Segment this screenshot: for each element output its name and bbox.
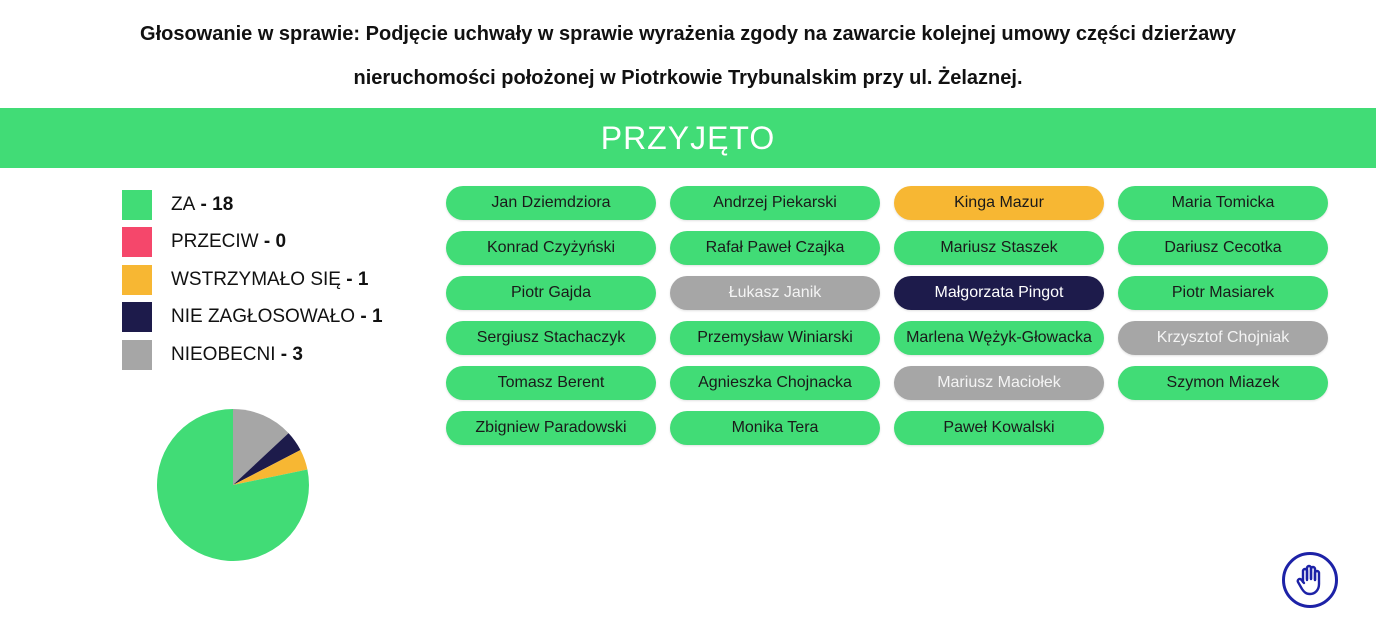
legend-item-wstrzymalo — [122, 261, 383, 299]
legend-item-przeciw — [122, 224, 383, 262]
legend-swatch — [122, 265, 152, 295]
legend-count: 1 — [357, 268, 369, 290]
legend-count: 18 — [212, 193, 234, 215]
legend-label: ZA — [171, 193, 196, 215]
vote-title-line-2: nieruchomości położonej w Piotrkowie Trybunalskim przy ul. Żelaznej. — [353, 67, 1023, 89]
legend-text — [171, 344, 303, 366]
legend-count: 0 — [275, 231, 287, 253]
councillor-pill: Sergiusz Stachaczyk — [446, 321, 656, 355]
councillor-pill: Agnieszka Chojnacka — [670, 366, 880, 400]
legend-sep: - — [195, 193, 213, 215]
vote-legend — [122, 186, 383, 374]
legend-swatch — [122, 190, 152, 220]
vote-title — [0, 12, 1376, 100]
legend-sep: - — [258, 231, 276, 253]
councillor-pill: Marlena Wężyk-Głowacka — [894, 321, 1104, 355]
councillor-pill: Maria Tomicka — [1118, 186, 1328, 220]
legend-item-nie-zaglosowalo — [122, 299, 383, 337]
legend-item-nieobecni — [122, 336, 383, 374]
councillor-pill: Paweł Kowalski — [894, 411, 1104, 445]
legend-text — [171, 194, 233, 216]
raise-hand-button[interactable] — [1282, 552, 1338, 608]
councillor-pill: Mariusz Maciołek — [894, 366, 1104, 400]
legend-text — [171, 306, 383, 328]
councillor-pill: Zbigniew Paradowski — [446, 411, 656, 445]
councillor-pill: Jan Dziemdziora — [446, 186, 656, 220]
councillor-pill: Małgorzata Pingot — [894, 276, 1104, 310]
councillor-pill: Kinga Mazur — [894, 186, 1104, 220]
legend-swatch — [122, 340, 152, 370]
legend-label: PRZECIW — [171, 231, 259, 253]
councillor-pill: Rafał Paweł Czajka — [670, 231, 880, 265]
legend-swatch — [122, 227, 152, 257]
councillor-pill: Piotr Gajda — [446, 276, 656, 310]
councillor-pill: Monika Tera — [670, 411, 880, 445]
councillor-pill: Konrad Czyżyński — [446, 231, 656, 265]
legend-swatch — [122, 302, 152, 332]
legend-label: NIE ZAGŁOSOWAŁO — [171, 306, 356, 328]
councillor-pill: Łukasz Janik — [670, 276, 880, 310]
vote-pie-chart — [157, 409, 309, 561]
legend-sep: - — [355, 306, 372, 328]
legend-count: 1 — [371, 306, 383, 328]
legend-sep: - — [275, 343, 293, 365]
result-banner: PRZYJĘTO — [0, 108, 1376, 168]
councillor-pill: Przemysław Winiarski — [670, 321, 880, 355]
councillor-pill: Andrzej Piekarski — [670, 186, 880, 220]
councillor-pill: Mariusz Staszek — [894, 231, 1104, 265]
legend-text — [171, 231, 286, 253]
legend-label: NIEOBECNI — [171, 343, 276, 365]
councillor-pill: Tomasz Berent — [446, 366, 656, 400]
legend-item-za — [122, 186, 383, 224]
legend-text — [171, 269, 368, 291]
councillor-pill: Dariusz Cecotka — [1118, 231, 1328, 265]
legend-count: 3 — [292, 343, 303, 365]
legend-sep: - — [340, 268, 358, 290]
vote-title-line-1: Głosowanie w sprawie: Podjęcie uchwały w sprawie wyrażenia zgody na zawarcie kolejnej umowy części dzierżawy — [140, 23, 1236, 45]
legend-label: WSTRZYMAŁO SIĘ — [171, 268, 341, 290]
raise-hand-icon — [1292, 562, 1328, 598]
councillor-pill: Piotr Masiarek — [1118, 276, 1328, 310]
councillor-grid — [446, 186, 1328, 445]
councillor-pill: Szymon Miazek — [1118, 366, 1328, 400]
councillor-pill: Krzysztof Chojniak — [1118, 321, 1328, 355]
